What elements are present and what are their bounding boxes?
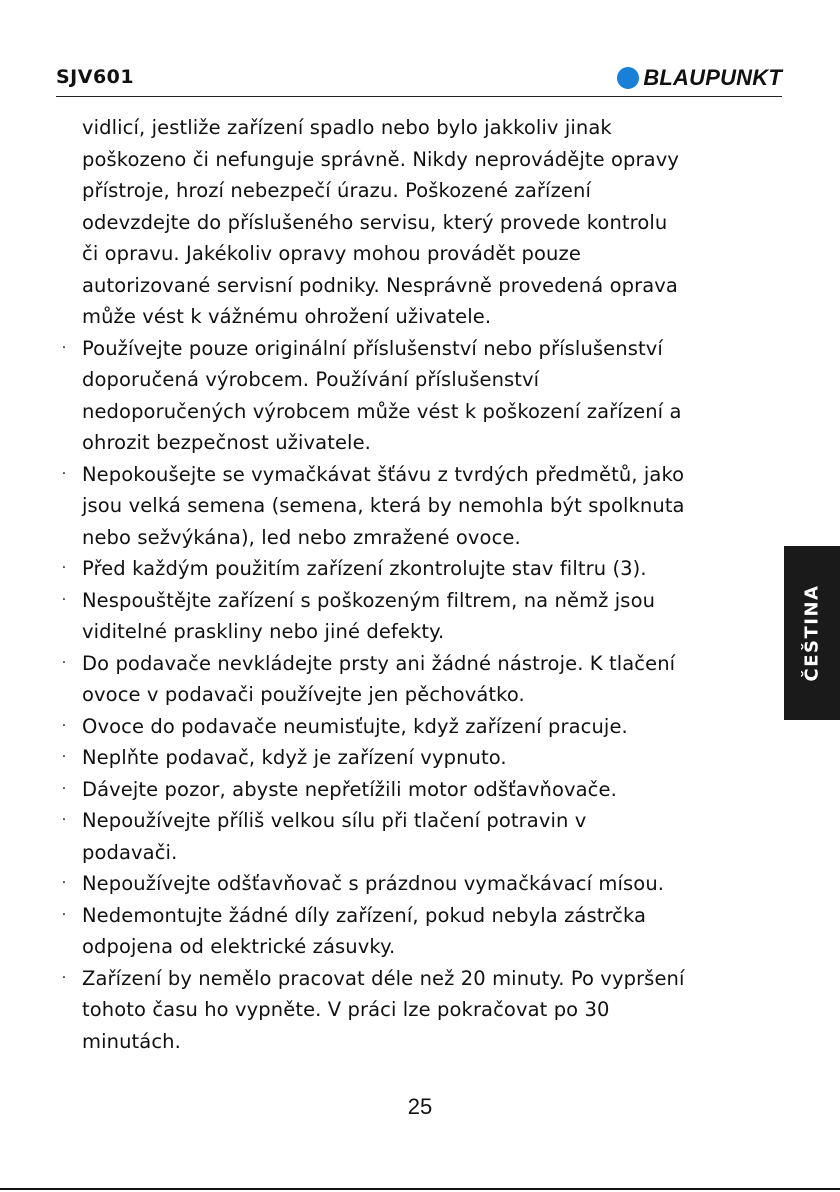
- list-item-line: či opravu. Jakékoliv opravy mohou provádět pouze: [82, 242, 581, 265]
- list-item-line: odpojena od elektrické zásuvky.: [82, 935, 396, 958]
- list-item-line: ovoce v podavači používejte jen pěchovátko.: [82, 683, 525, 706]
- list-item-line: nebo sežvýkána), led nebo zmražené ovoce.: [82, 525, 521, 549]
- list-item-line: Nepoužívejte odšťavňovač s prázdnou vymačkávací mísou.: [82, 872, 665, 895]
- list-item-line: podavači.: [82, 840, 178, 864]
- list-item-line: Zařízení by nemělo pracovat déle než 20 minuty. Po vypršení: [82, 966, 685, 990]
- list-item-line: autorizované servisní podniky. Nesprávně provedená oprava: [82, 273, 678, 297]
- list-item: [60, 774, 790, 806]
- page-header: [56, 62, 782, 96]
- list-item-line: minutách.: [82, 1029, 181, 1053]
- list-item-line: odevzdejte do příslušeného servisu, který provede kontrolu: [82, 210, 668, 234]
- list-item-line: tohoto času ho vypněte. V práci lze pokračovat po 30: [82, 998, 610, 1021]
- list-item: [60, 112, 790, 333]
- bullet-icon: ·: [61, 591, 67, 608]
- list-item-line: jsou velká semena (semena, která by nemohla být spolknuta: [82, 494, 685, 517]
- bullet-icon: ·: [61, 465, 67, 482]
- list-item: [60, 742, 790, 774]
- bullet-icon: ·: [61, 780, 67, 797]
- list-item-line: nedoporučených výrobcem může vést k poškození zařízení a: [82, 399, 682, 423]
- bullet-icon: ·: [61, 717, 67, 734]
- list-item-line: přístroje, hrozí nebezpečí úrazu. Poškozené zařízení: [82, 179, 591, 202]
- list-item-line: Před každým použitím zařízení zkontrolujte stav filtru (3).: [82, 557, 647, 580]
- bullet-icon: ·: [61, 812, 67, 828]
- list-item-line: Ovoce do podavače neumisťujte, když zařízení pracuje.: [82, 714, 628, 738]
- list-item-line: viditelné praskliny nebo jiné defekty.: [82, 620, 445, 643]
- list-item-line: doporučená výrobcem. Používání příslušenství: [82, 368, 540, 391]
- list-item-line: Neplňte podavač, když je zařízení vypnuto.: [82, 746, 507, 769]
- list-item: [60, 585, 790, 648]
- list-item-line: Nepoužívejte příliš velkou sílu při tlačení potravin v: [82, 809, 587, 832]
- bullet-icon: ·: [61, 749, 67, 765]
- list-item-line: Nepokoušejte se vymačkávat šťávu z tvrdých předmětů, jako: [82, 462, 685, 486]
- brand-logo: [617, 65, 782, 91]
- list-item-line: Do podavače nevkládejte prsty ani žádné nástroje. K tlačení: [82, 651, 676, 675]
- list-item-line: poškozeno či nefunguje správně. Nikdy neprovádějte opravy: [82, 147, 679, 171]
- list-item-line: Nedemontujte žádné díly zařízení, pokud nebyla zástrčka: [82, 903, 647, 927]
- bottom-divider: [0, 1188, 840, 1190]
- list-item-line: Dávejte pozor, abyste nepřetížili motor odšťavňovače.: [82, 777, 617, 801]
- list-item-line: Nespouštějte zařízení s poškozeným filtrem, na němž jsou: [82, 588, 656, 612]
- bullet-icon: ·: [61, 906, 67, 923]
- list-item: [60, 711, 790, 743]
- model-number: SJV601: [56, 66, 135, 88]
- list-item: [60, 963, 790, 1058]
- list-item-line: ohrozit bezpečnost uživatele.: [82, 431, 371, 454]
- bullet-icon: ·: [61, 560, 67, 576]
- bullet-icon: ·: [61, 339, 67, 356]
- brand-dot-icon: [617, 67, 639, 89]
- list-item: [60, 459, 790, 554]
- list-item-line: může vést k vážnému ohrožení uživatele.: [82, 305, 492, 328]
- safety-instructions-list: [60, 112, 790, 1057]
- language-tab-label: ČEŠTINA: [801, 584, 823, 682]
- bullet-icon: ·: [61, 969, 67, 986]
- list-item: [60, 805, 790, 868]
- list-item-line: vidlicí, jestliže zařízení spadlo nebo bylo jakkoliv jinak: [82, 116, 612, 139]
- list-item: [60, 333, 790, 459]
- list-item: [60, 900, 790, 963]
- list-item-line: Používejte pouze originální příslušenství nebo příslušenství: [82, 336, 663, 360]
- page-number: 25: [407, 1094, 433, 1119]
- bullet-icon: ·: [61, 875, 67, 891]
- language-tab: [784, 546, 840, 720]
- bullet-icon: ·: [61, 654, 67, 671]
- list-item: [60, 553, 790, 585]
- brand-name: BLAUPUNKT: [643, 65, 782, 90]
- list-item: [60, 648, 790, 711]
- header-divider: [56, 96, 782, 97]
- list-item: [60, 868, 790, 900]
